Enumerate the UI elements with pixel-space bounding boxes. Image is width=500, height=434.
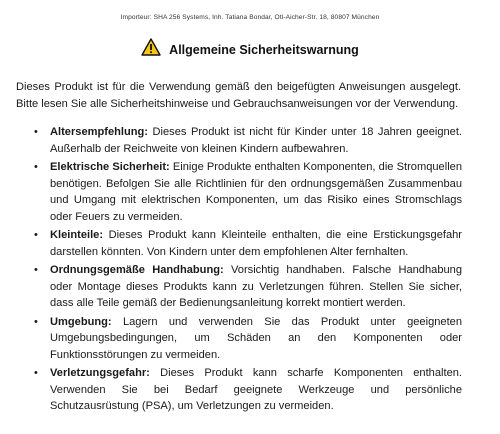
warning-triangle-icon (141, 38, 161, 61)
item-text: Dieses Produkt kann scharfe Komponenten enthalten. Verwenden Sie bei Bedarf geeignete Werkzeuge und persönliche Schutzausrüstung (PSA), um Verletzungen zu vermeiden. (50, 367, 462, 412)
page-title: Allgemeine Sicherheitswarnung (169, 42, 359, 57)
bullet: • (34, 315, 38, 328)
item-text: Lagern und verwenden Sie das Produkt unter geeigneten Umgebungsbedingungen, um Schäden an den Komponenten oder Funktionsstörungen zu vermeiden. (50, 315, 462, 361)
item-label: Altersempfehlung: (50, 126, 149, 138)
item-label: Umgebung: (50, 315, 112, 328)
list-item (16, 124, 462, 157)
bullet: • (34, 367, 38, 379)
list-item (16, 314, 462, 364)
intro-paragraph: Dieses Produkt ist für die Verwendung gemäß den beigefügten Anweisungen ausgelegt. Bitte lesen Sie alle Sicherheitshinweise und Gebrauchsanweisungen vor der Verwendung. (16, 81, 461, 110)
bullet: • (34, 161, 38, 173)
item-label: Elektrische Sicherheit: (50, 161, 170, 173)
bullet: • (34, 264, 38, 276)
item-text: Dieses Produkt ist nicht für Kinder unter 18 Jahren geeignet. Außerhalb der Reichweite von kleinen Kindern aufbewahren. (50, 126, 462, 155)
list-item (16, 262, 462, 312)
safety-list (16, 124, 462, 417)
bullet: • (34, 126, 38, 138)
item-text: Dieses Produkt kann Kleinteile enthalten, die eine Erstickungsgefahr darstellen könnten. Von Kindern unter dem empfohlenen Alter fernhalten. (50, 229, 462, 258)
item-label: Kleinteile: (50, 229, 104, 241)
title-row (0, 38, 500, 61)
list-item (16, 365, 462, 415)
list-item (16, 227, 462, 260)
item-text: Vorsichtig handhaben. Falsche Handhabung oder Montage dieses Produkts kann zu Verletzungen führen. Stellen Sie sicher, dass alle Teile gemäß der Bedienungsanleitung korrekt montiert werden. (50, 264, 463, 309)
list-item (16, 159, 462, 225)
importer-line: Importeur: SHA 256 Systems, Inh. Tatiana Bondar, Otl-Aicher-Str. 18, 80807 München (120, 14, 380, 21)
item-label: Verletzungsgefahr: (50, 367, 150, 379)
bullet: • (34, 229, 38, 241)
item-label: Ordnungsgemäße Handhabung: (50, 264, 224, 276)
item-text: Einige Produkte enthalten Komponenten, die Stromquellen benötigen. Befolgen Sie alle Richtlinien für den ordnungsgemäßen Zusammenbau und Umgang mit elektrischen Komponenten, um das Risiko eines Stromschlags oder Feuers zu vermeiden. (50, 161, 462, 223)
